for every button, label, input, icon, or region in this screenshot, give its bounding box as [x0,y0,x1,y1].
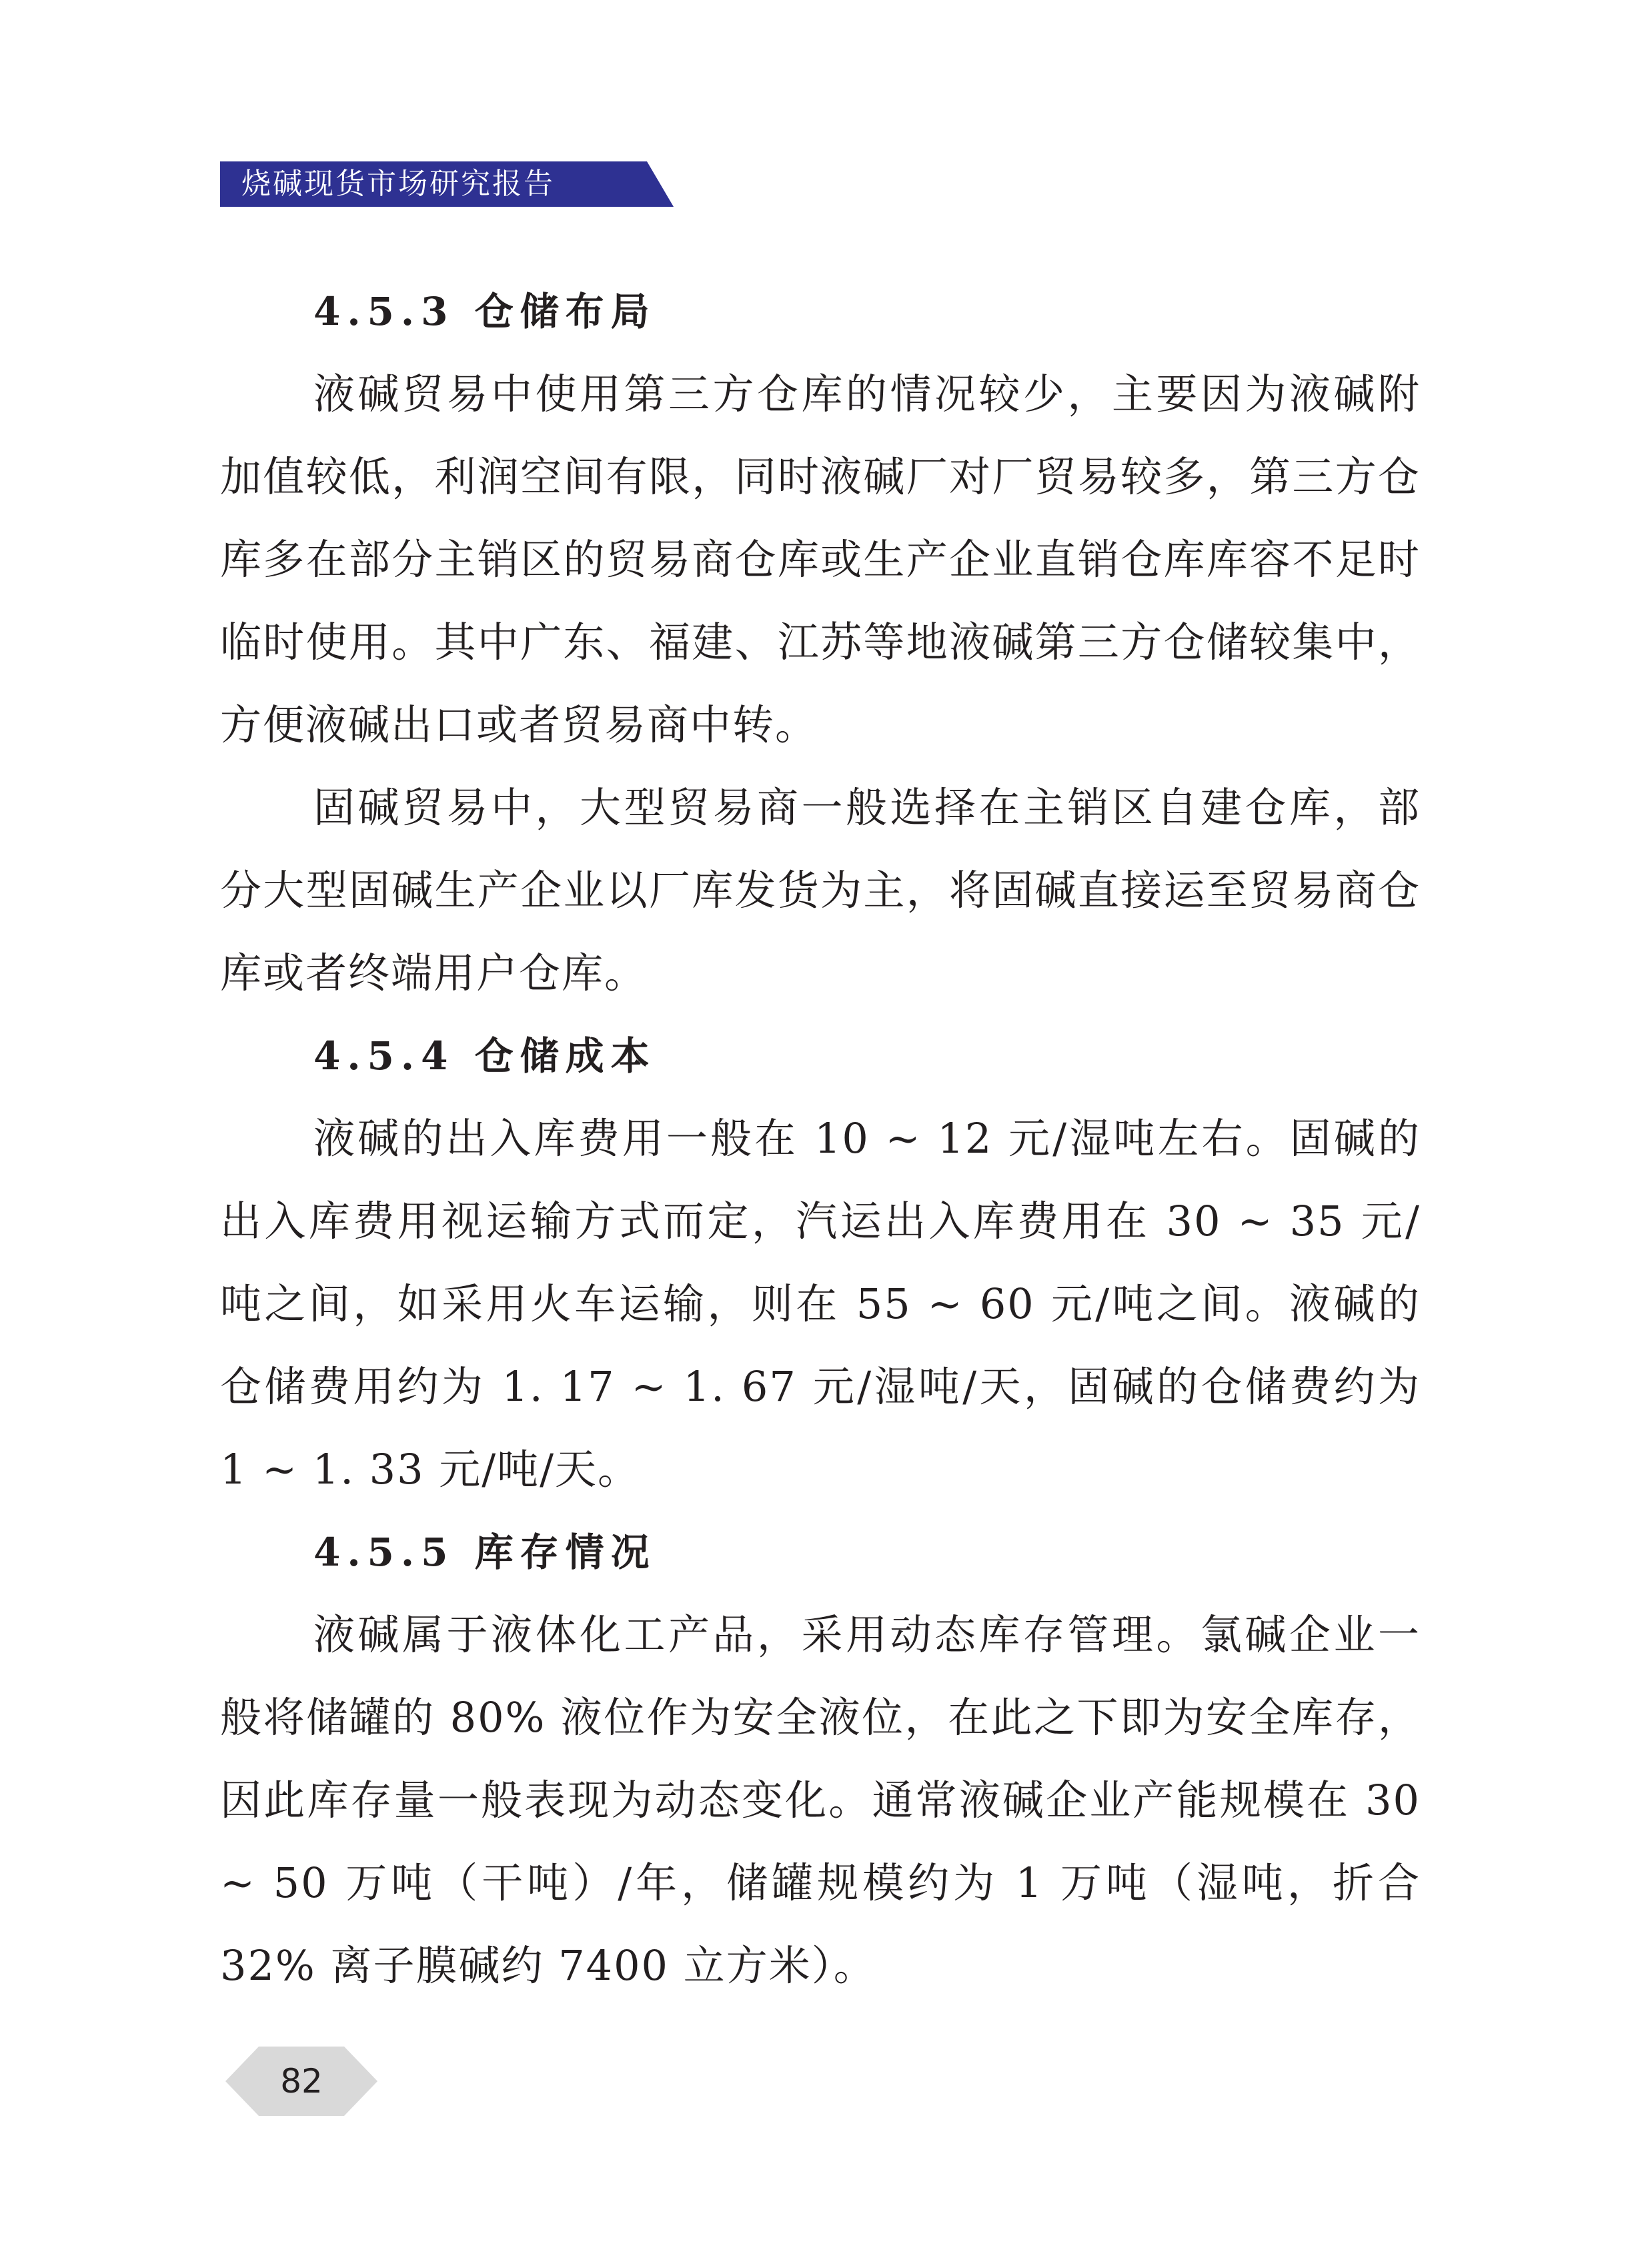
page-number-badge [225,2047,377,2116]
section-heading-4-5-3: 4.5.3 仓储布局 [313,289,656,334]
paragraph-solid-caustic-warehousing: 固碱贸易中，大型贸易商一般选择在主销区自建仓库，部分大型固碱生产企业以厂库发货为主，将固碱直接运至贸易商仓库或者终端用户仓库。 [220,783,1421,997]
section-heading-4-5-4: 4.5.4 仓储成本 [313,1033,656,1079]
running-header [220,161,674,207]
page-body [220,270,1421,2007]
paragraph-warehousing-cost: 液碱的出入库费用一般在 10 ~ 12 元/湿吨左右。固碱的出入库费用视运输方式而定，汽运出入库费用在 30 ~ 35 元/吨之间，如采用火车运输，则在 55 ~ 60 元/吨之间。液碱的仓储费用约为 1. 17 ~ 1. 67 元/湿吨/天，固碱的仓储费约为 1 ~ 1. 33 元/吨/天。 [220,1114,1421,1494]
paragraph-liquid-caustic-warehousing: 液碱贸易中使用第三方仓库的情况较少，主要因为液碱附加值较低，利润空间有限，同时液碱厂对厂贸易较多，第三方仓库多在部分主销区的贸易商仓库或生产企业直销仓库库容不足时临时使用。其中广东、福建、江苏等地液碱第三方仓储较集中，方便液碱出口或者贸易商中转。 [220,370,1421,749]
paragraph-inventory-situation: 液碱属于液体化工产品，采用动态库存管理。氯碱企业一般将储罐的 80% 液位作为安全液位，在此之下即为安全库存，因此库存量一般表现为动态变化。通常液碱企业产能规模在 30 ~ 50 万吨（干吨）/年，储罐规模约为 1 万吨（湿吨，折合 32% 离子膜碱约 7400 立方米）。 [220,1610,1421,1990]
section-heading-4-5-5: 4.5.5 库存情况 [313,1530,656,1575]
page-number: 82 [280,2062,323,2101]
running-header-title: 烧碱现货市场研究报告 [241,167,555,201]
